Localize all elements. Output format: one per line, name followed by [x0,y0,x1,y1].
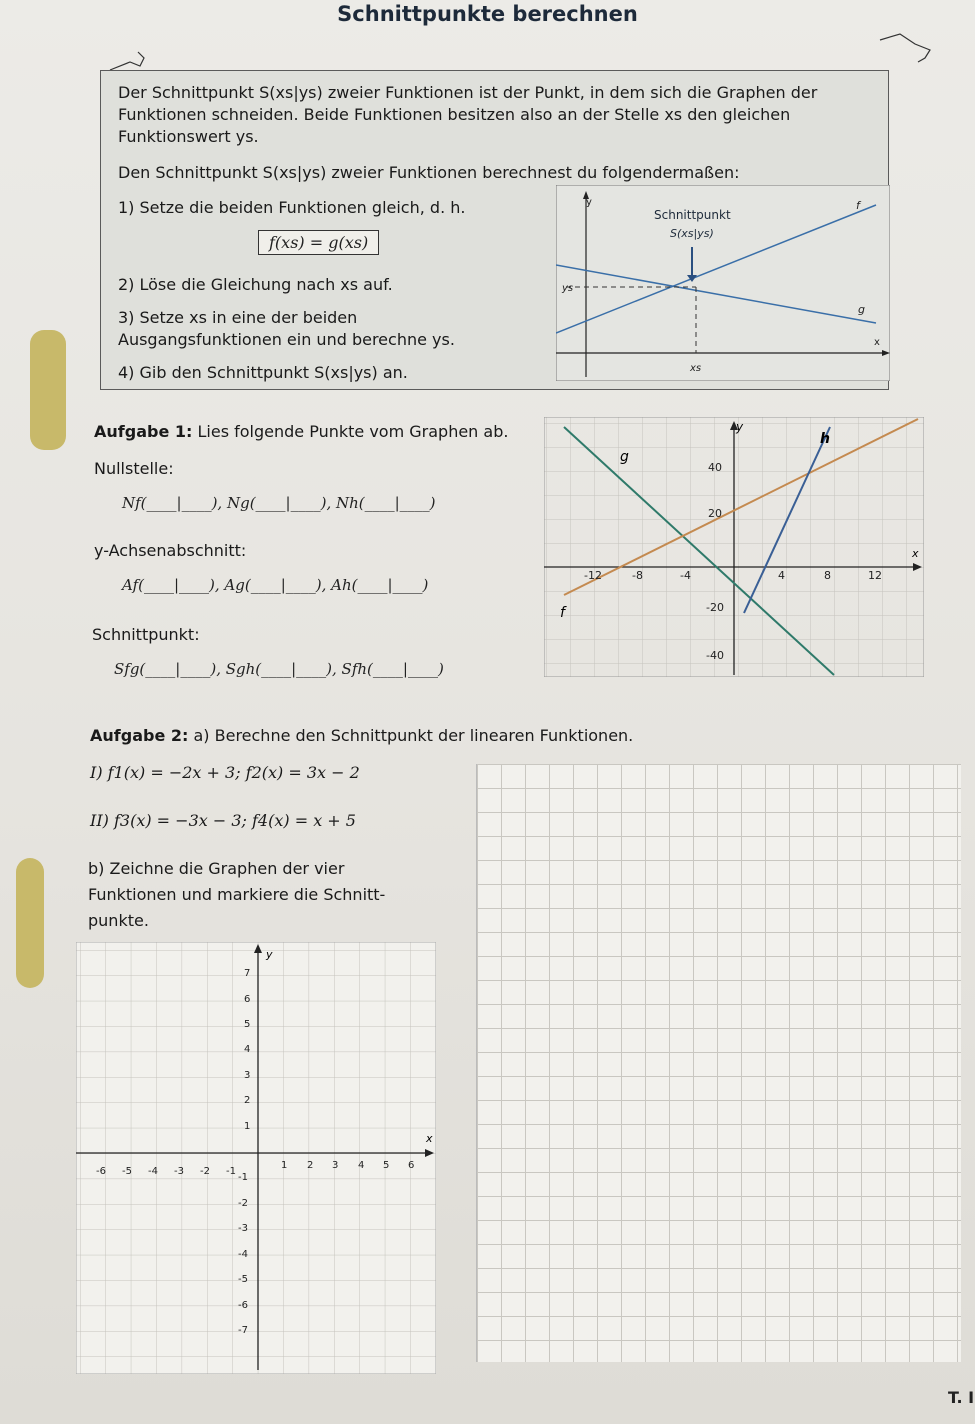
task2-ytick: 6 [244,994,251,1005]
task1-xtick: -12 [584,569,602,582]
task1-ytick: 20 [708,507,722,520]
task1-ytick: -40 [706,649,724,662]
binder-tab-top [30,330,66,450]
task1-label-h: h [820,431,830,447]
task2-ytick: -1 [238,1172,248,1183]
task1-yint-label: y-Achsenabschnitt: [94,541,247,560]
step-2: 2) Löse die Gleichung nach xs auf. [118,275,393,294]
task2-heading: Aufgabe 2: [90,726,189,745]
task1-xtick: 8 [824,569,831,582]
task1-inter-blanks[interactable]: Sfg(____|____), Sgh(____|____), Sfh(____|____) [114,660,444,678]
task1-zeros-blanks[interactable]: Nf(____|____), Ng(____|____), Nh(____|____) [122,494,436,512]
page-title: Schnittpunkte berechnen [337,2,638,26]
task2-part-a: a) Berechne den Schnittpunkt der linearen Funktionen. [193,726,634,745]
task2-ytick: -7 [238,1325,248,1336]
task1-text: Lies folgende Punkte vom Graphen ab. [197,422,509,441]
task1-label-x: x [912,547,919,560]
step-4: 4) Gib den Schnittpunkt S(xs|ys) an. [118,363,408,382]
task2-part-b-line-2: Funktionen und markiere die Schnitt- [88,885,386,904]
task2-xtick: 5 [383,1160,390,1171]
diagram-label-g: g [858,303,865,316]
task2-xtick: 3 [332,1160,339,1171]
task2-label-y: y [266,948,273,961]
diagram-label-x: x [874,337,880,348]
step-1: 1) Setze die beiden Funktionen gleich, d. h. [118,198,466,217]
task1-label-y: y [736,420,744,434]
task1-inter-label: Schnittpunkt: [92,625,200,644]
intro-line-1: Der Schnittpunkt S(xs|ys) zweier Funktionen ist der Punkt, in dem sich die Graphen der [118,83,818,102]
diagram-label-point: S(xs|ys) [670,227,714,240]
task2-xtick: -5 [122,1166,132,1177]
task2-grid [76,942,436,1374]
task2-ytick: 5 [244,1019,251,1030]
task2-xtick: -4 [148,1166,158,1177]
task1-label-f: f [560,605,565,621]
task2-xtick: -3 [174,1166,184,1177]
task2-graph[interactable] [76,942,436,1374]
task2-ytick: -5 [238,1274,248,1285]
diagram-label-title: Schnittpunkt [654,208,731,222]
task2-ytick: 1 [244,1121,251,1132]
task2-xtick: -2 [200,1166,210,1177]
task2-ytick: 4 [244,1044,251,1055]
diagram-label-y: y [586,197,592,208]
task2-part-b-line-1: b) Zeichne die Graphen der vier [88,859,345,878]
task1-xtick: -8 [632,569,643,582]
task2-ytick: -3 [238,1223,248,1234]
task1-xtick: -4 [680,569,691,582]
task2-part-b-line-3: punkte. [88,911,149,930]
intro-line-3: Funktionswert ys. [118,127,259,146]
task1-heading-row [94,421,508,442]
task1-zeros-label: Nullstelle: [94,459,174,478]
task2-ytick: 7 [244,968,251,979]
task2-item-1: I) f1(x) = −2x + 3; f2(x) = 3x − 2 [90,763,360,782]
method-text: Den Schnittpunkt S(xs|ys) zweier Funktionen berechnest du folgendermaßen: [118,163,740,182]
step-3-line-2: Ausgangsfunktionen ein und berechne ys. [118,330,455,349]
calculation-grid[interactable] [476,764,961,1362]
equation-box: f(xs) = g(xs) [258,230,379,255]
task2-heading-row [90,725,633,746]
task2-ytick: 3 [244,1070,251,1081]
task2-ytick: -6 [238,1300,248,1311]
task2-xtick: 1 [281,1160,288,1171]
diagram-label-xs: xs [690,363,702,374]
task1-graph [544,417,924,677]
diagram-label-ys: ys [562,283,574,294]
task2-xtick: 2 [307,1160,314,1171]
step-3-line-1: 3) Setze xs in eine der beiden [118,308,358,327]
task2-xtick: 4 [358,1160,365,1171]
task1-xtick: 4 [778,569,785,582]
task2-ytick: 2 [244,1095,251,1106]
task2-label-x: x [426,1132,433,1145]
intersection-diagram [556,185,890,381]
task2-xtick: -6 [96,1166,106,1177]
task1-xtick: 12 [868,569,882,582]
task1-yint-blanks[interactable]: Af(____|____), Ag(____|____), Ah(____|____) [122,576,429,594]
task1-ytick: 40 [708,461,722,474]
binder-tab-bottom [16,858,44,988]
intro-line-2: Funktionen schneiden. Beide Funktionen besitzen also an der Stelle xs den gleichen [118,105,791,124]
task1-ytick: -20 [706,601,724,614]
task1-label-g: g [620,449,629,465]
task1-heading: Aufgabe 1: [94,422,193,441]
task2-ytick: -4 [238,1249,248,1260]
task2-ytick: -2 [238,1198,248,1209]
task2-item-2: II) f3(x) = −3x − 3; f4(x) = x + 5 [90,811,356,830]
task2-xtick: 6 [408,1160,415,1171]
task2-xtick: -1 [226,1166,236,1177]
footer-mark: T. I [948,1388,975,1407]
diagram-label-f: f [856,199,860,212]
